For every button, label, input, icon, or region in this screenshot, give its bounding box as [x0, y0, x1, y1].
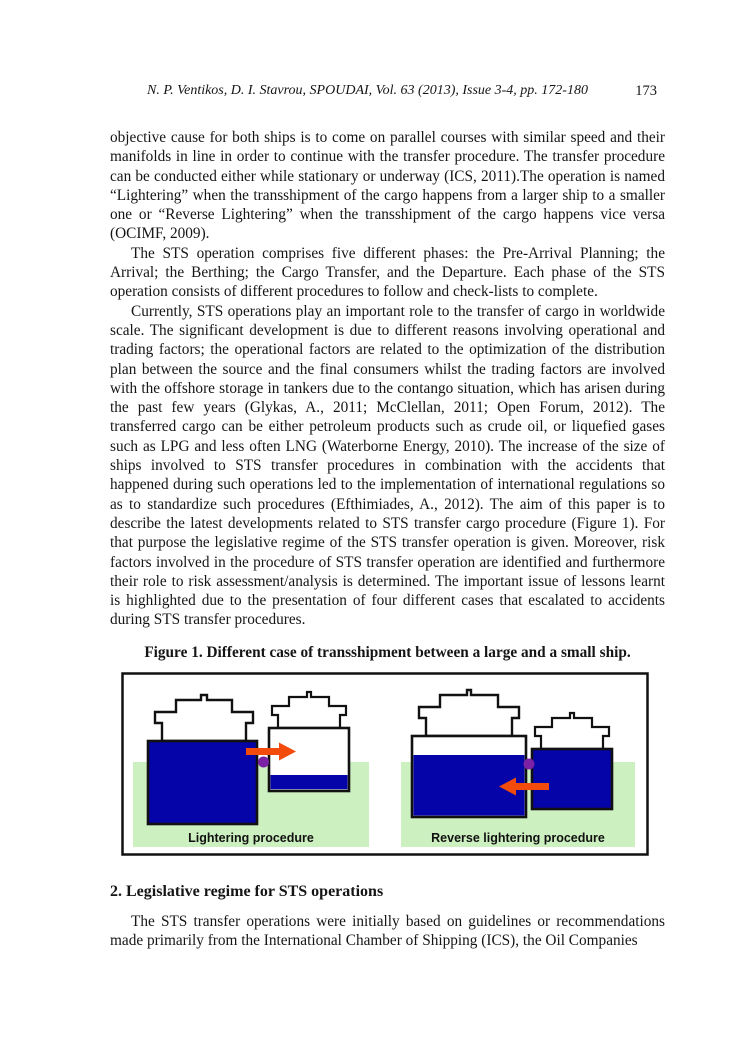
fender-dot: [258, 757, 269, 768]
body-text-block: [110, 128, 665, 630]
large-ship-hull-full: [148, 741, 257, 824]
header-citation: N. P. Ventikos, D. I. Stavrou, SPOUDAI, Vol. 63 (2013), Issue 3-4, pp. 172-180: [147, 83, 588, 98]
figure-ship-diagram: [121, 672, 649, 856]
page-header: [110, 83, 665, 99]
paragraph-continued: objective cause for both ships is to come on parallel courses with similar speed and their manifolds in line in order to continue with the transfer procedure. The transfer procedure can be conducted either while stationary or underway (ICS, 2011).The operation is named “Lightering” when the transshipment of the cargo happens from a larger ship to a smaller one or “Reverse Lightering” when the transshipment of the cargo happens vice versa (OCIMF, 2009).: [110, 129, 665, 243]
section-heading: 2. Legislative regime for STS operations: [110, 883, 384, 900]
paragraph-legislative: The STS transfer operations were initially based on guidelines or recommendations made primarily from the International Chamber of Shipping (ICS), the Oil Companies: [110, 913, 665, 950]
paragraph-phases: The STS operation comprises five different phases: the Pre-Arrival Planning; the Arrival; the Berthing; the Cargo Transfer, and the Departure. Each phase of the STS operation consists of different procedures to follow and check-lists to complete.: [110, 244, 665, 301]
section-text-block: [110, 912, 665, 951]
fender-dot: [524, 759, 535, 770]
small-ship-cargo-level: [271, 775, 348, 789]
paragraph-current-role: Currently, STS operations play an important role to the transfer of cargo in worldwide scale. The significant development is due to different reasons involving operational and trading factors; the operational factors are related to the optimization of the distribution plan between the source and the final consumers whilst the trading factors are involved with the offshore storage in tankers due to the contango situation, which has arisen during the past few years (Glykas, A., 2011; McClellan, 2011; Open Forum, 2012). The transferred cargo can be either petroleum products such as crude oil, or liquefied gases such as LPG and less often LNG (Waterborne Energy, 2010). The increase of the size of ships involved to STS transfer procedures in combination with the accidents that happened during such operations led to the implementation of international regulations so as to standardize such procedures (Efthimiades, A., 2012). The aim of this paper is to describe the latest developments related to STS transfer cargo procedure (Figure 1). For that purpose the legislative regime of the STS transfer operation is given. Moreover, risk factors involved in the procedure of STS transfer operation are identified and furthermore their role to risk assessment/analysis is determined. The important issue of lessons learnt is highlighted due to the presentation of four different cases that escalated to accidents during STS transfer procedures.: [110, 302, 665, 629]
reverse-lightering-label: Reverse lightering procedure: [431, 831, 605, 845]
small-ship-hull-full: [532, 749, 612, 809]
figure-caption: Figure 1. Different case of transshipment between a large and a small ship.: [144, 644, 631, 661]
lightering-label: Lightering procedure: [188, 831, 314, 845]
page-number: 173: [635, 83, 657, 99]
